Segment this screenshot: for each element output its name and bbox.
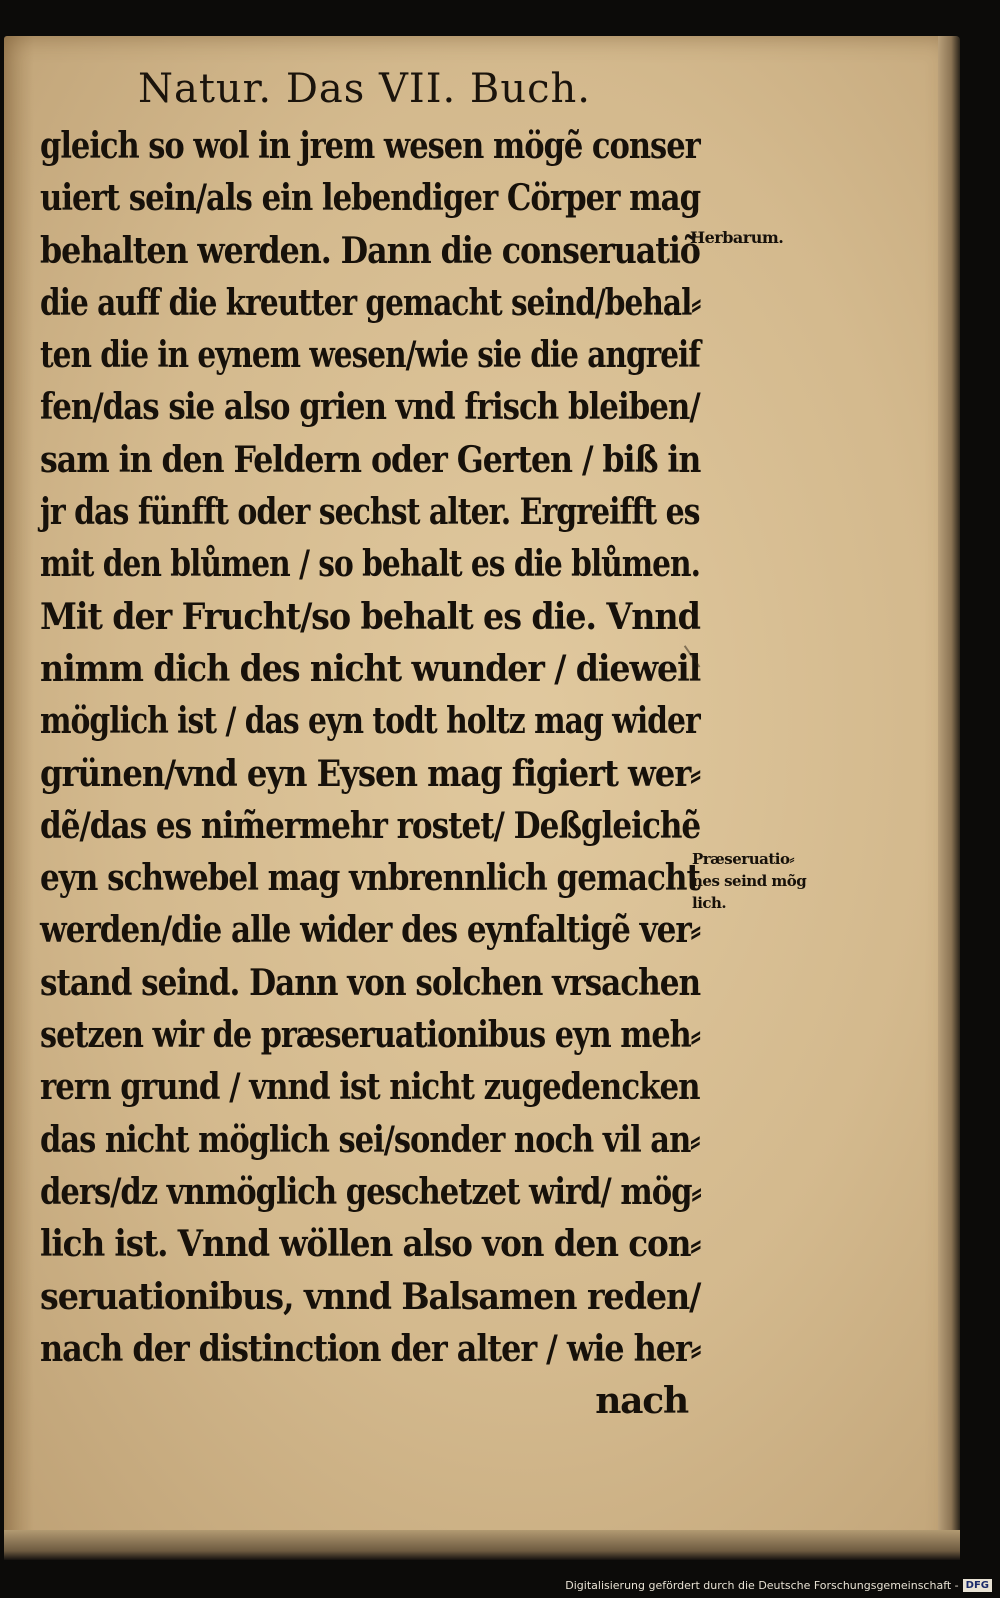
credit-text: Digitalisierung gefördert durch die Deutsche Forschungsgemeinschaft - — [565, 1579, 959, 1592]
text-line: das nicht möglich sei/sonder noch vil an⸗ — [40, 1118, 700, 1161]
text-line: werden/die alle wider des eynfaltigẽ ver⸗ — [40, 909, 700, 952]
text-line: jr das fünfft oder sechst alter. Ergreifft es — [40, 491, 700, 534]
text-line: seruationibus, vnnd Balsamen reden/ — [40, 1275, 701, 1318]
text-line: ders/dz vnmöglich geschetzet wird/ mög⸗ — [40, 1170, 701, 1213]
text-line: Mit der Frucht/so behalt es die. Vnnd — [40, 595, 700, 638]
text-line: stand seind. Dann von solchen vrsachen — [40, 961, 701, 1004]
text-line: gleich so wol in jrem wesen mögẽ conser — [40, 125, 700, 167]
marginal-line: nes seind mõg — [692, 872, 807, 890]
text-line: setzen wir de præseruationibus eyn meh⸗ — [40, 1014, 700, 1057]
text-line: dẽ/das es nim̃ermehr rostet/ Deßgleichẽ — [40, 804, 701, 847]
text-line: mit den blůmen / so behalt es die blůmen. — [40, 543, 700, 586]
marginal-note-praeseruationes — [692, 848, 852, 914]
page-edge-bottom — [4, 1530, 960, 1560]
text-line: behalten werden. Dann die conseruatiõ — [40, 229, 700, 272]
text-line: nimm dich des nicht wunder / dieweil — [40, 647, 701, 690]
text-line: fen/das sie also grien vnd frisch bleiben/ — [40, 386, 700, 429]
marginal-note-herbarum: Herbarum. — [690, 228, 784, 247]
text-line: uiert sein/als ein lebendiger Cörper mag — [40, 177, 701, 220]
text-line: nach der distinction der alter / wie her⸗ — [40, 1327, 701, 1370]
text-line: eyn schwebel mag vnbrennlich gemacht — [40, 857, 700, 900]
text-line: ten die in eynem wesen/wie sie die angreif — [40, 334, 701, 377]
text-line: sam in den Feldern oder Gerten / biß in — [40, 438, 701, 481]
running-head: Natur. Das VII. Buch. — [138, 66, 591, 112]
body-text — [40, 120, 700, 1427]
marginal-line: lich. — [692, 894, 727, 912]
text-line: die auff die kreutter gemacht seind/behal⸗ — [40, 281, 701, 324]
digitization-credit — [565, 1579, 992, 1592]
page-edge-right — [938, 36, 960, 1558]
dfg-logo: DFG — [963, 1579, 992, 1592]
text-line: möglich ist / das eyn todt holtz mag wider — [40, 700, 700, 743]
marginal-line: Præseruatio⸗ — [692, 850, 794, 868]
text-line: rern grund / vnnd ist nicht zugedencken — [40, 1066, 700, 1109]
text-line: lich ist. Vnnd wöllen also von den con⸗ — [40, 1223, 701, 1266]
text-line: grünen/vnd eyn Eysen mag figiert wer⸗ — [40, 752, 700, 795]
catchword: nach — [595, 1380, 688, 1423]
